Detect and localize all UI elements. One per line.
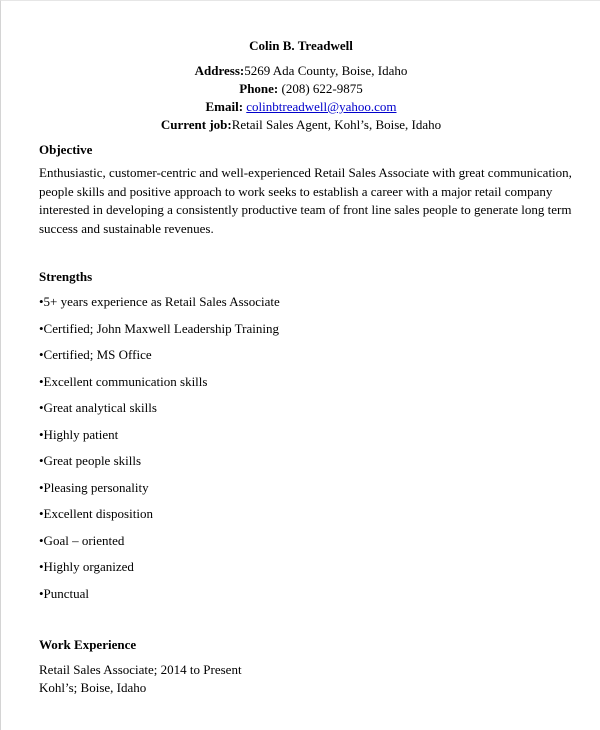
email-link[interactable]: colinbtreadwell@yahoo.com <box>246 99 397 114</box>
strength-item: •Certified; John Maxwell Leadership Training <box>39 320 279 336</box>
address-label: Address: <box>194 63 245 78</box>
address-line <box>1 63 600 79</box>
phone-label: Phone: <box>239 81 279 96</box>
objective-text: Enthusiastic, customer-centric and well-experienced Retail Sales Associate with great communication, people skills and positive approach to work seeks to establish a career with a major retail company interested in developing a consistently productive team of front line sales people to generate long term success and sustainable revenues. <box>39 165 572 236</box>
strength-item: •5+ years experience as Retail Sales Associate <box>39 294 280 309</box>
objective-heading: Objective <box>39 142 93 157</box>
current-job-line <box>1 117 600 133</box>
work-experience-employer: Kohl’s; Boise, Idaho <box>39 680 147 695</box>
current-job-value: Retail Sales Agent, Kohl’s, Boise, Idaho <box>231 117 442 132</box>
strength-item: •Pleasing personality <box>39 479 149 495</box>
strength-item: •Highly organized <box>39 559 134 574</box>
phone-line <box>1 81 600 97</box>
strength-item: •Certified; MS Office <box>39 347 152 362</box>
email-line <box>1 99 600 115</box>
address-value: 5269 Ada County, Boise, Idaho <box>244 63 408 78</box>
strength-item: •Excellent disposition <box>39 506 153 521</box>
strength-item: •Great people skills <box>39 453 142 468</box>
strength-item: •Highly patient <box>39 426 119 442</box>
current-job-label: Current job: <box>160 117 232 132</box>
work-experience-position: Retail Sales Associate; 2014 to Present <box>39 662 242 677</box>
strength-item: •Great analytical skills <box>39 400 157 415</box>
strengths-heading: Strengths <box>39 269 93 284</box>
work-experience-heading: Work Experience <box>39 637 137 652</box>
resume-name: Colin B. Treadwell <box>249 38 353 53</box>
phone-value: (208) 622-9875 <box>278 81 363 96</box>
strength-item: •Excellent communication skills <box>39 373 208 389</box>
strength-item: •Punctual <box>39 585 90 601</box>
strength-item: •Goal – oriented <box>39 532 125 548</box>
email-label: Email: <box>205 99 244 114</box>
